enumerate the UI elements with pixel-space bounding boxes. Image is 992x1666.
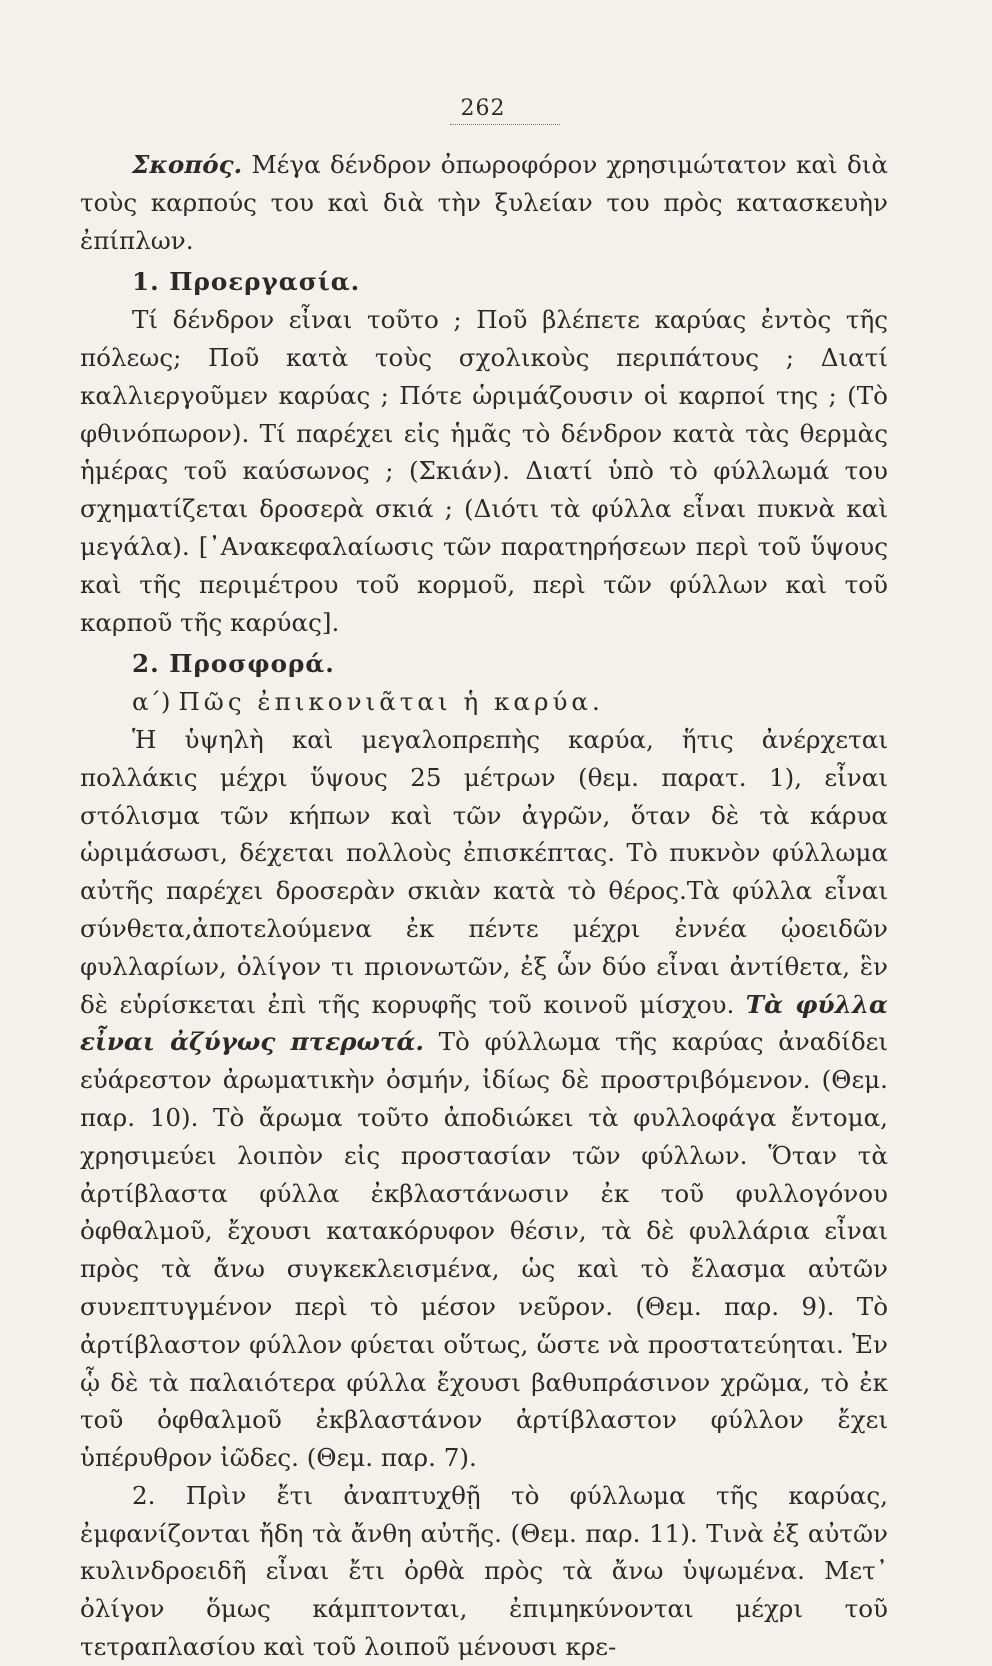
section-2-paragraph-1: [80, 721, 888, 1477]
section-1-heading: 1. Προεργασία.: [132, 267, 361, 297]
paragraph-1-end: Τὸ φύλλωμα τῆς καρύας ἀναδίδει εὐάρεστον ἀρωματικὴν ὀσμήν, ἰδίως δὲ προστριβόμενον. (Θεμ. παρ. 10). Τὸ ἄρωμα τοῦτο ἀποδιώκει τὰ φυλλοφάγα ἔντομα, χρησιμεύει λοιπὸν εἰς προστασίαν τῶν φύλλων. Ὅταν τὰ ἀρτίβλαστα φύλλα ἐκβλαστάνωσιν ἐκ τοῦ φυλλογόνου ὀφθαλμοῦ, ἔχουσι κατακόρυφον θέσιν, τὰ δὲ φυλλάρια εἶναι πρὸς τὰ ἄνω συγκεκλεισμένα, ὡς καὶ τὸ ἔλασμα αὐτῶν συνεπτυγμένον περὶ τὸ μέσον νεῦρον. (Θεμ. παρ. 9). Τὸ ἀρτίβλαστον φύλλον φύεται οὕτως, ὥστε νὰ προστατεύηται. Ἐν ᾧ δὲ τὰ παλαιότερα φύλλα ἔχουσι βαθυπράσινον χρῶμα, τὸ ἐκ τοῦ ὀφθαλμοῦ ἐκβλαστάνον ἀρτίβλαστον φύλλον ἔχει ὑπέρυθρον ἰῶδες. (Θεμ. παρ. 7).: [80, 1027, 889, 1473]
page-number-rule: [450, 124, 560, 125]
paragraph-1-start: Ἡ ὑψηλὴ καὶ μεγαλοπρεπὴς καρύα, ἥτις ἀνέρχεται πολλάκις μέχρι ὕψους 25 μέτρων (θεμ. παρατ. 1), εἶναι στόλισμα τῶν κήπων καὶ τῶν ἀγρῶν, ὅταν δὲ τὰ κάρυα ὡριμάσωσι, δέχεται πολλοὺς ἐπισκέπτας. Τὸ πυκνὸν φύλλωμα αὐτῆς παρέχει δροσερὰν σκιὰν κατὰ τὸ θέρος.Τὰ φύλλα εἶναι σύνθετα,ἀποτελούμενα ἐκ πέντε μέχρι ἐννέα ᾠοειδῶν φυλλαρίων, ὀλίγον τι πριονωτῶν, ἐξ ὧν δύο εἶναι ἀντίθετα, ἓν δὲ εὑρίσκεται ἐπὶ τῆς κορυφῆς τοῦ κοινοῦ μίσχου.: [80, 724, 888, 1019]
goal-paragraph: [80, 146, 888, 259]
subheading-prefix: α΄): [132, 687, 179, 717]
paragraph-1-emphasis: Τὰ φύλλα εἶναι ἀζύγως πτερωτά.: [80, 989, 888, 1057]
subheading-text: Πῶς ἐπικονιᾶται ἡ καρύα.: [178, 687, 604, 717]
section-2-paragraph-2: 2. Πρὶν ἔτι ἀναπτυχθῇ τὸ φύλλωμα τῆς καρύας, ἐμφανίζονται ἤδη τὰ ἄνθη αὐτῆς. (Θεμ. παρ. 11). Τινὰ ἐξ αὐτῶν κυλινδροειδῆ εἶναι ἔτι ὀρθὰ πρὸς τὰ ἄνω ὑψωμένα. Μετ᾿ ὀλίγον ὅμως κάμπτονται, ἐπιμηκύνονται μέχρι τοῦ τετραπλασίου καὶ τοῦ λοιποῦ μένουσι κρε-: [80, 1480, 888, 1662]
section-2-heading: 2. Προσφορά.: [132, 649, 335, 679]
book-page: [80, 0, 900, 1662]
page-text: [80, 146, 888, 1666]
goal-text: Μέγα δένδρον ὀπωροφόρον χρησιμώτατον καὶ διὰ τοὺς καρπούς του καὶ διὰ τὴν ξυλείαν του πρὸς κατασκευὴν ἐπίπλων.: [80, 150, 888, 255]
goal-label: Σκοπός.: [132, 150, 243, 179]
page-number: 262: [460, 96, 506, 121]
section-2-subheading: [80, 683, 888, 721]
section-1-paragraph: Τί δένδρον εἶναι τοῦτο ; Ποῦ βλέπετε καρύας ἐντὸς τῆς πόλεως; Ποῦ κατὰ τοὺς σχολικοὺς περιπάτους ; Διατί καλλιεργοῦμεν καρύας ; Πότε ὡριμάζουσιν οἱ καρποί της ; (Τὸ φθινόπωρον). Τί παρέχει εἰς ἡμᾶς τὸ δένδρον κατὰ τὰς θερμὰς ἡμέρας τοῦ καύσωνος ; (Σκιάν). Διατί ὑπὸ τὸ φύλλωμά του σχηματίζεται δροσερὰ σκιά ; (Διότι τὰ φύλλα εἶναι πυκνὰ καὶ μεγάλα). [᾿Ανακεφαλαίωσις τῶν παρατηρήσεων περὶ τοῦ ὕψους καὶ τῆς περιμέτρου τοῦ κορμοῦ, περὶ τῶν φύλλων καὶ τοῦ καρποῦ τῆς καρύας].: [80, 305, 888, 637]
